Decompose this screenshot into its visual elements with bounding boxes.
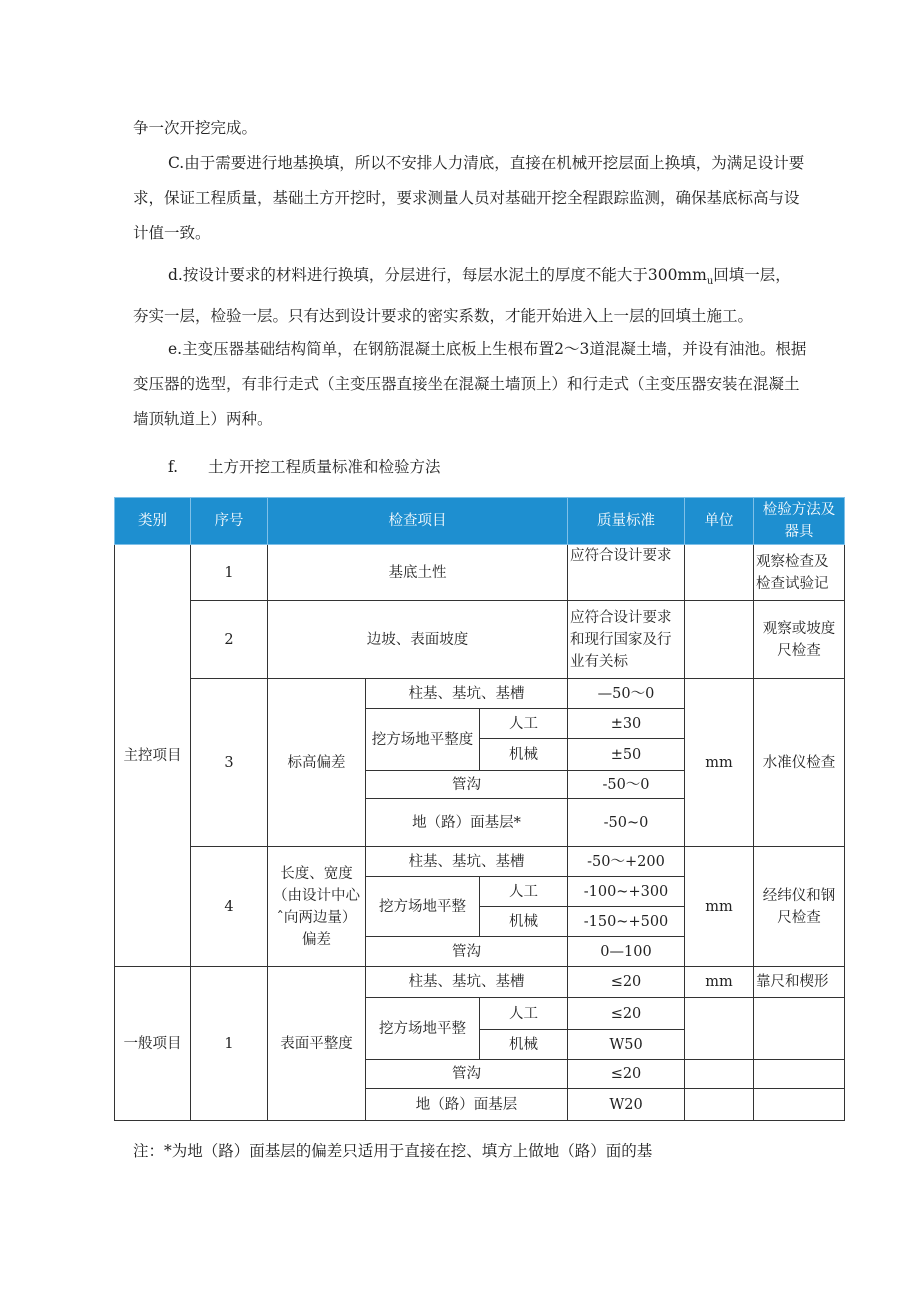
row-no: 2 [191, 601, 268, 679]
quality-value: -100~+300 [568, 877, 685, 907]
quality-standard: 应符合设计要求和现行国家及行业有关标 [568, 601, 685, 679]
quality-standard: 应符合设计要求 [568, 545, 685, 601]
unit-cell [685, 1089, 754, 1121]
table-header-row [115, 498, 845, 545]
subscript-mark: u [706, 276, 714, 288]
category-general: 一般项目 [115, 967, 191, 1121]
header-unit: 单位 [685, 498, 754, 545]
sub-item-machine: 机械 [480, 1030, 568, 1060]
quality-value: W20 [568, 1089, 685, 1121]
sub-item: 挖方场地平整 [366, 877, 480, 937]
table-note: 注：*为地（路）面基层的偏差只适用于直接在挖、填方上做地（路）面的基 [133, 1142, 653, 1160]
text-line [133, 258, 868, 299]
sub-item: 地（路）面基层 [366, 1089, 568, 1121]
text-line: C.由于需要进行地基换填，所以不安排人力清底，直接在机械开挖层面上换填，为满足设计要 [168, 154, 805, 172]
sub-item-manual: 人工 [480, 877, 568, 907]
text-line: 夯实一层，检验一层。只有达到设计要求的密实系数，才能开始进入上一层的回填土施工。 [133, 307, 754, 326]
sub-item-machine: 机械 [480, 907, 568, 937]
header-category: 类别 [115, 498, 191, 545]
sub-item-manual: 人工 [480, 998, 568, 1030]
sub-item: 柱基、基坑、基槽 [366, 967, 568, 998]
text-line: 求，保证工程质量，基础土方开挖时，要求测量人员对基础开挖全程跟踪监测，确保基底标高与设 [133, 189, 800, 207]
unit-cell [685, 545, 754, 601]
check-method: 靠尺和楔形 [754, 967, 845, 998]
check-method [754, 1089, 845, 1121]
check-item: 长度、宽度（由设计中心ˆ向两边量）偏差 [268, 847, 366, 967]
text-line: 计值一致。 [133, 224, 211, 242]
quality-value: ≤20 [568, 1060, 685, 1089]
sub-item: 管沟 [366, 937, 568, 967]
table-row [115, 545, 845, 601]
category-main: 主控项目 [115, 545, 191, 967]
quality-standard-table [114, 497, 845, 1121]
sub-item: 管沟 [366, 1060, 568, 1089]
section-label: f. [168, 458, 179, 476]
text-line: 墙顶轨道上）两种。 [133, 410, 273, 428]
check-item: 标高偏差 [268, 679, 366, 847]
section-title [168, 455, 441, 477]
quality-value: 0—100 [568, 937, 685, 967]
text-segment: 回填一层， [713, 266, 791, 284]
header-no: 序号 [191, 498, 268, 545]
quality-value: —50～0 [568, 679, 685, 709]
quality-value: ≤20 [568, 967, 685, 998]
table-row [115, 601, 845, 679]
sub-item: 柱基、基坑、基槽 [366, 679, 568, 709]
quality-value: -50～+200 [568, 847, 685, 877]
table-row [115, 967, 845, 998]
unit-cell [685, 601, 754, 679]
check-method [754, 998, 845, 1060]
text-line: e.主变压器基础结构简单，在钢筋混凝土底板上生根布置2～3道混凝土墙，并设有油池。根据 [168, 340, 807, 358]
check-item: 基底土性 [268, 545, 568, 601]
check-method: 经纬仪和钢尺检查 [754, 847, 845, 967]
unit-cell: mm [685, 967, 754, 998]
row-no: 1 [191, 545, 268, 601]
check-method: 观察或坡度尺检查 [754, 601, 845, 679]
sub-item-machine: 机械 [480, 739, 568, 771]
quality-value: ±30 [568, 709, 685, 739]
check-item: 表面平整度 [268, 967, 366, 1121]
row-no: 3 [191, 679, 268, 847]
header-standard: 质量标准 [568, 498, 685, 545]
row-no: 1 [191, 967, 268, 1121]
quality-value: ≤20 [568, 998, 685, 1030]
quality-value: W50 [568, 1030, 685, 1060]
text-line: 争一次开挖完成。 [133, 119, 258, 137]
check-method: 水准仪检查 [754, 679, 845, 847]
sub-item-manual: 人工 [480, 709, 568, 739]
header-method: 检验方法及器具 [754, 498, 845, 545]
sub-item: 柱基、基坑、基槽 [366, 847, 568, 877]
table-row [115, 679, 845, 709]
sub-item: 地（路）面基层* [366, 799, 568, 847]
quality-value: ±50 [568, 739, 685, 771]
paragraph-e [133, 332, 868, 437]
row-no: 4 [191, 847, 268, 967]
sub-item: 挖方场地平整 [366, 998, 480, 1060]
quality-value: -150~+500 [568, 907, 685, 937]
quality-value: -50～0 [568, 771, 685, 799]
unit-cell: mm [685, 679, 754, 847]
text-segment: d.按设计要求的材料进行换填，分层进行，每层水泥土的厚度不能大于300mm [168, 266, 707, 284]
table-row [115, 847, 845, 877]
check-method: 观察检查及检查试验记 [754, 545, 845, 601]
unit-cell [685, 1060, 754, 1089]
sub-item: 管沟 [366, 771, 568, 799]
paragraph-c [133, 146, 868, 251]
paragraph-intro [133, 111, 868, 146]
unit-cell: mm [685, 847, 754, 967]
header-item: 检查项目 [268, 498, 568, 545]
unit-cell [685, 998, 754, 1060]
text-line: 变压器的选型，有非行走式（主变压器直接坐在混凝土墙顶上）和行走式（主变压器安装在混凝土 [133, 375, 800, 393]
sub-item: 挖方场地平整度 [366, 709, 480, 771]
quality-value: -50~0 [568, 799, 685, 847]
check-method [754, 1060, 845, 1089]
section-title-text: 土方开挖工程质量标准和检验方法 [208, 458, 441, 476]
check-item: 边坡、表面坡度 [268, 601, 568, 679]
paragraph-d [133, 258, 868, 334]
